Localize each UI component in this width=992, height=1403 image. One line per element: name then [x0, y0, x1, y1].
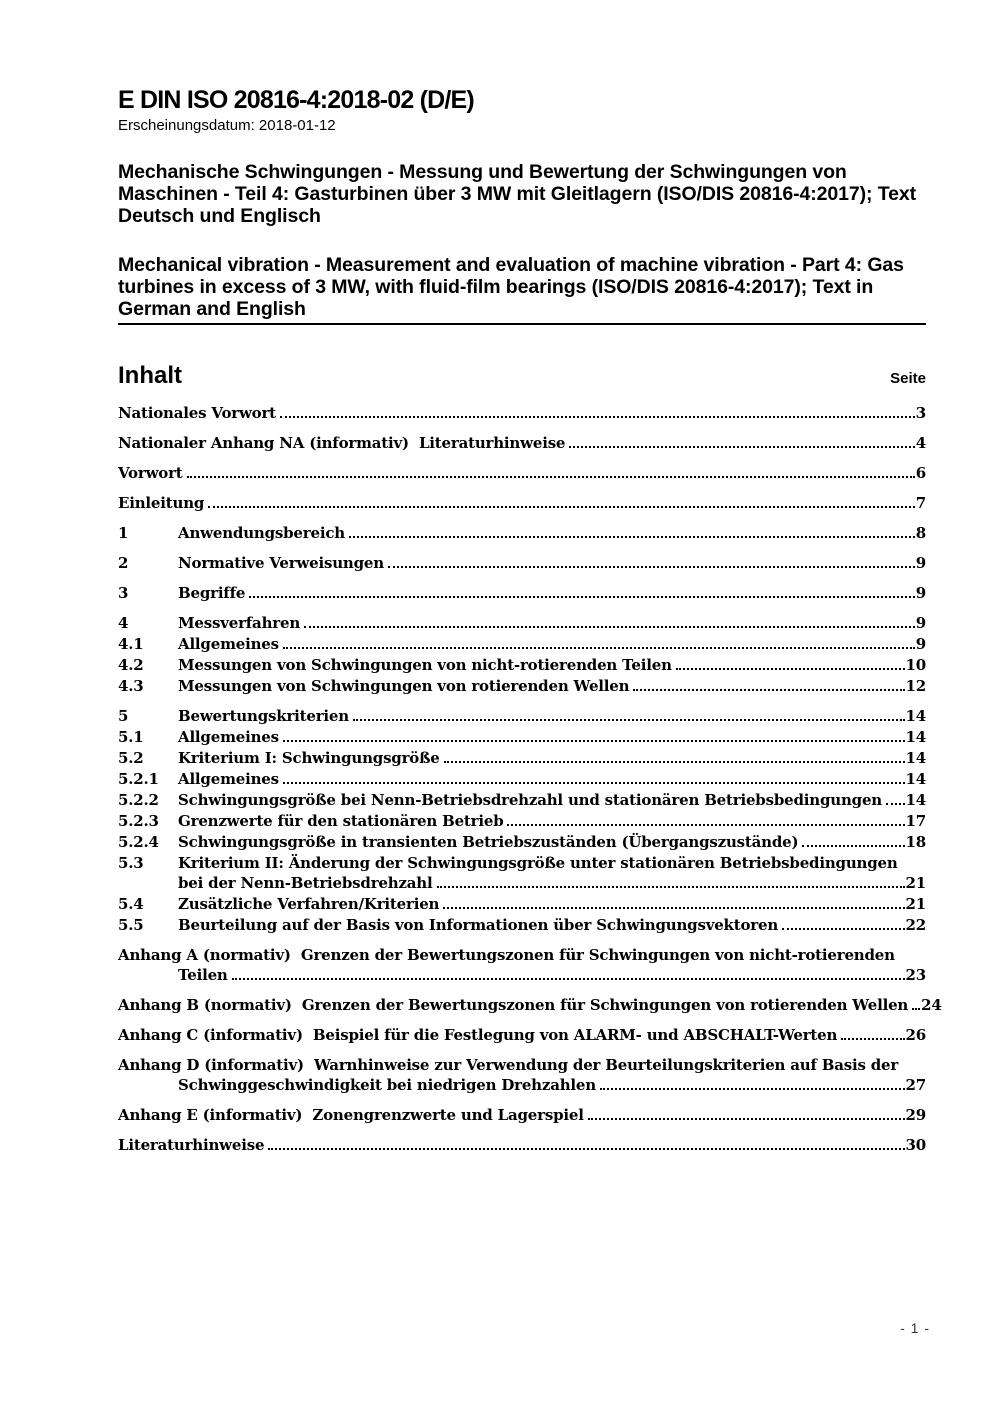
- toc-entry: [118, 463, 926, 483]
- toc-dot-leader: [283, 634, 915, 649]
- toc-entry-page: 21: [905, 874, 926, 892]
- toc-dot-leader: [588, 1105, 905, 1120]
- toc-entry-title: Anwendungsbereich: [178, 524, 345, 542]
- toc-dot-leader: [676, 655, 905, 670]
- toc-entry-number: 2: [118, 554, 129, 572]
- toc-dot-leader: [841, 1025, 904, 1040]
- toc-entry-title: Nationaler Anhang NA (informativ) Literaturhinweise: [118, 434, 566, 452]
- toc-dot-leader: [283, 769, 905, 784]
- toc-entry-title-continuation: Teilen: [178, 966, 228, 984]
- toc-dot-leader: [437, 873, 905, 888]
- toc-entry-number: 3: [118, 584, 129, 602]
- document-title: E DIN ISO 20816-4:2018-02 (D/E): [118, 86, 474, 114]
- toc-entry-page: 14: [905, 749, 926, 767]
- toc-entry: [118, 706, 926, 726]
- toc-dot-leader: [633, 676, 904, 691]
- toc-dot-leader: [249, 583, 915, 598]
- toc-entry-page: 7: [915, 494, 926, 512]
- toc-entry-title: Literaturhinweise: [118, 1136, 265, 1154]
- toc-entry-title: Schwingungsgröße bei Nenn-Betriebsdrehzahl und stationären Betriebsbedingungen: [178, 791, 882, 809]
- toc-entry-number: 4: [118, 614, 129, 632]
- toc-entry-page: 27: [905, 1076, 926, 1094]
- toc-page-column-label: Seite: [890, 370, 926, 387]
- toc-entry: [118, 748, 926, 768]
- toc-entry-title: Normative Verweisungen: [178, 554, 384, 572]
- toc-entry-continuation: [118, 965, 926, 985]
- toc-entry-number: 5.2.4: [118, 833, 159, 851]
- toc-entry-title: Kriterium I: Schwingungsgröße: [178, 749, 440, 767]
- toc-entry-title: Anhang C (informativ) Beispiel für die Festlegung von ALARM- und ABSCHALT-Werten: [118, 1026, 838, 1044]
- toc-entry-page: 30: [905, 1136, 926, 1154]
- toc-entry-number: 5.1: [118, 728, 144, 746]
- toc-dot-leader: [353, 706, 905, 721]
- toc-entry-number: 5.4: [118, 895, 144, 913]
- toc-entry-title: Bewertungskriterien: [178, 707, 349, 725]
- toc-dot-leader: [187, 463, 915, 478]
- toc-entry-number: 5.2: [118, 749, 144, 767]
- page-content: [118, 0, 942, 1155]
- toc-entry-title: Kriterium II: Änderung der Schwingungsgröße unter stationären Betriebsbedingungen: [178, 854, 898, 872]
- toc-dot-leader: [886, 790, 905, 805]
- toc-entry-title: Anhang A (normativ) Grenzen der Bewertungszonen für Schwingungen von nicht-rotierenden: [118, 946, 895, 964]
- toc-entry-title: Einleitung: [118, 494, 205, 512]
- toc-entry: [118, 403, 926, 423]
- toc-entry-number: 5.2.1: [118, 770, 159, 788]
- toc-dot-leader: [268, 1135, 904, 1150]
- toc-entry-title: Anhang D (informativ) Warnhinweise zur Verwendung der Beurteilungskriterien auf Basis der: [118, 1056, 899, 1074]
- toc-dot-leader: [507, 811, 904, 826]
- toc-dot-leader: [283, 727, 905, 742]
- toc-entry-page: 14: [905, 728, 926, 746]
- toc-dot-leader: [280, 403, 915, 418]
- toc-entry: [118, 613, 926, 633]
- toc-entry: [118, 553, 926, 573]
- toc-entry-page: 9: [915, 584, 926, 602]
- document-subtitle-german: Mechanische Schwingungen - Messung und Bewertung der Schwingungen von Maschinen - Teil 4: Gasturbinen über 3 MW mit Gleitlagern (ISO/DIS 20816-4:2017); Text Deutsch und Englisch: [118, 161, 916, 227]
- toc-entry-number: 5.2.3: [118, 812, 159, 830]
- toc-dot-leader: [304, 613, 915, 628]
- toc-entry-title-continuation: Schwinggeschwindigkeit bei niedrigen Drehzahlen: [178, 1076, 596, 1094]
- toc-dot-leader: [349, 523, 915, 538]
- toc-entry: [118, 853, 926, 873]
- toc-dot-leader: [912, 995, 920, 1010]
- toc-entry: [118, 433, 926, 453]
- toc-entry-page: 9: [915, 635, 926, 653]
- toc-entry-title: Schwingungsgröße in transienten Betriebszuständen (Übergangszustände): [178, 833, 799, 851]
- toc-entry-page: 14: [905, 770, 926, 788]
- toc-dot-leader: [443, 894, 904, 909]
- toc-entry-page: 24: [921, 996, 942, 1014]
- toc-dot-leader: [388, 553, 915, 568]
- toc-entry: [118, 790, 926, 810]
- toc-entry-page: 3: [915, 404, 926, 422]
- toc-entry-title: Anhang E (informativ) Zonengrenzwerte und Lagerspiel: [118, 1106, 584, 1124]
- toc-entry-continuation: [118, 1075, 926, 1095]
- toc-entry-page: 21: [905, 895, 926, 913]
- toc-entry: [118, 894, 926, 914]
- toc-dot-leader: [208, 493, 915, 508]
- toc-header-row: [118, 361, 926, 391]
- toc-entry-number: 5.2.2: [118, 791, 159, 809]
- toc-entry: [118, 523, 926, 543]
- toc-entry-title: Grenzwerte für den stationären Betrieb: [178, 812, 504, 830]
- toc-dot-leader: [444, 748, 905, 763]
- toc-entry-page: 8: [915, 524, 926, 542]
- page-number: - 1 -: [900, 1320, 930, 1336]
- toc-entry-page: 22: [905, 916, 926, 934]
- toc-entry: [118, 915, 926, 935]
- toc-entry: [118, 676, 926, 696]
- toc-entry-title: Messungen von Schwingungen von rotierenden Wellen: [178, 677, 630, 695]
- toc-entry-title: Anhang B (normativ) Grenzen der Bewertungszonen für Schwingungen von rotierenden Wellen: [118, 996, 909, 1014]
- toc-entry: [118, 832, 926, 852]
- toc-entry-page: 9: [915, 614, 926, 632]
- toc-dot-leader: [232, 965, 905, 980]
- toc-entry-page: 17: [905, 812, 926, 830]
- toc-entry-number: 4.3: [118, 677, 144, 695]
- toc-entry: [118, 1025, 926, 1045]
- toc-entry-number: 4.1: [118, 635, 144, 653]
- toc-entry-title: Vorwort: [118, 464, 183, 482]
- toc-entry: [118, 634, 926, 654]
- toc-entry-page: 23: [905, 966, 926, 984]
- table-of-contents: [118, 403, 942, 1155]
- toc-entry-title: Messungen von Schwingungen von nicht-rotierenden Teilen: [178, 656, 672, 674]
- toc-entry: [118, 583, 926, 603]
- toc-entry-number: 1: [118, 524, 129, 542]
- toc-entry-title: Allgemeines: [178, 770, 279, 788]
- toc-entry-title: Zusätzliche Verfahren/Kriterien: [178, 895, 440, 913]
- document-subtitle-english: Mechanical vibration - Measurement and evaluation of machine vibration - Part 4: Gas turbines in excess of 3 MW, with fluid-film bearings (ISO/DIS 20816-4:2017); Text in German and English: [118, 254, 904, 320]
- publication-date: Erscheinungsdatum: 2018-01-12: [118, 117, 336, 134]
- toc-entry-number: 5.5: [118, 916, 144, 934]
- horizontal-rule: [118, 323, 926, 325]
- toc-entry-page: 10: [905, 656, 926, 674]
- toc-entry: [118, 995, 942, 1015]
- toc-entry-title-continuation: bei der Nenn-Betriebsdrehzahl: [178, 874, 433, 892]
- toc-entry-page: 14: [905, 791, 926, 809]
- toc-entry-title: Messverfahren: [178, 614, 301, 632]
- toc-entry-number: 5: [118, 707, 129, 725]
- toc-entry-page: 29: [905, 1106, 926, 1124]
- toc-dot-leader: [802, 832, 904, 847]
- toc-entry-page: 18: [905, 833, 926, 851]
- toc-entry: [118, 655, 926, 675]
- toc-entry-title: Nationales Vorwort: [118, 404, 276, 422]
- toc-entry: [118, 1135, 926, 1155]
- toc-entry-page: 6: [915, 464, 926, 482]
- toc-entry-page: 26: [905, 1026, 926, 1044]
- toc-entry: [118, 811, 926, 831]
- toc-dot-leader: [569, 433, 914, 448]
- toc-entry-title: Allgemeines: [178, 728, 279, 746]
- toc-entry-page: 12: [905, 677, 926, 695]
- toc-entry: [118, 727, 926, 747]
- toc-entry: [118, 493, 926, 513]
- toc-entry: [118, 1055, 926, 1075]
- toc-entry: [118, 769, 926, 789]
- toc-dot-leader: [600, 1075, 905, 1090]
- toc-entry-title: Begriffe: [178, 584, 246, 602]
- toc-entry-number: 5.3: [118, 854, 144, 872]
- toc-heading: Inhalt: [118, 362, 182, 389]
- toc-entry: [118, 1105, 926, 1125]
- toc-entry-title: Allgemeines: [178, 635, 279, 653]
- toc-entry-page: 14: [905, 707, 926, 725]
- toc-entry-page: 9: [915, 554, 926, 572]
- toc-entry-continuation: [118, 873, 926, 893]
- toc-entry: [118, 945, 926, 965]
- toc-entry-title: Beurteilung auf der Basis von Informationen über Schwingungsvektoren: [178, 916, 779, 934]
- toc-entry-number: 4.2: [118, 656, 144, 674]
- toc-entry-page: 4: [915, 434, 926, 452]
- toc-dot-leader: [782, 915, 904, 930]
